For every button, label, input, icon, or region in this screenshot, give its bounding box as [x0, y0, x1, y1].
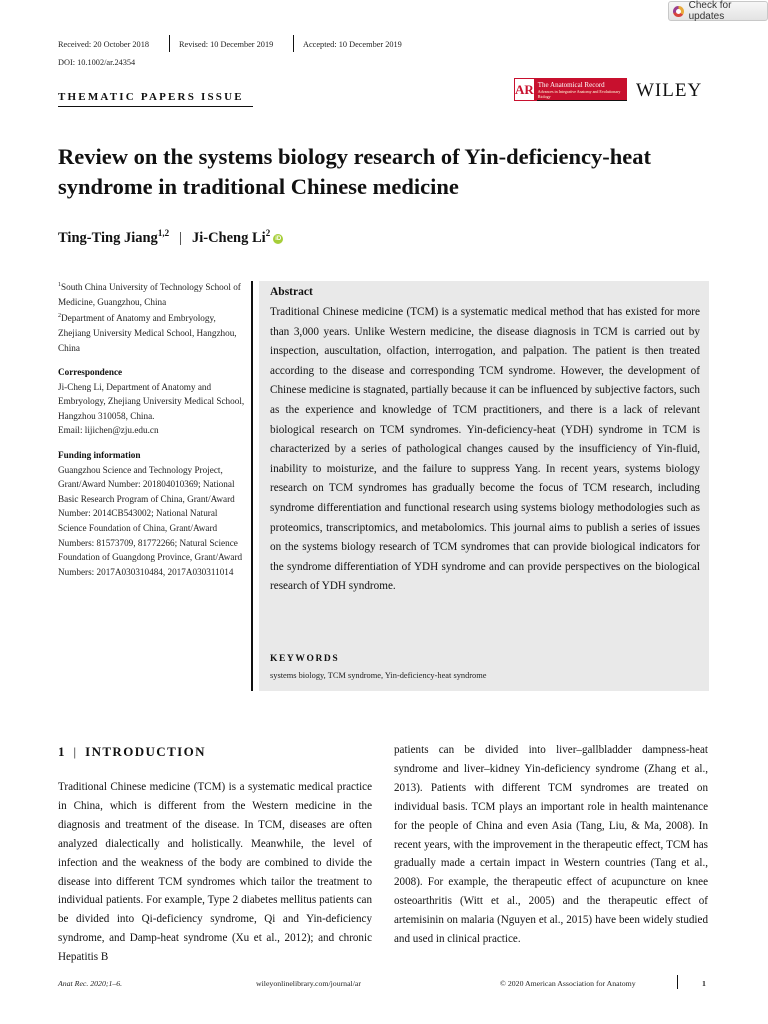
keywords-heading: KEYWORDS — [270, 654, 340, 664]
orcid-icon[interactable]: iD — [275, 235, 282, 242]
sidebar-info — [58, 278, 248, 579]
author-list — [58, 228, 283, 247]
ar-logo-subtitle: Advances in Integrative Anatomy and Evolutionary Biology — [537, 88, 621, 99]
ar-logo-mark: AR — [514, 78, 535, 101]
crossmark-icon — [673, 6, 684, 17]
abstract-heading: Abstract — [270, 286, 313, 298]
author-affiliation-sup: 1,2 — [157, 228, 170, 238]
footer-copyright: © 2020 American Association for Anatomy — [500, 979, 636, 988]
check-for-updates-label: Check for updates — [688, 0, 732, 22]
funding-heading: Funding information — [58, 450, 141, 461]
correspondence-text: Ji-Cheng Li, Department of Anatomy and Embryology, Zhejiang University Medical School, Hangzhou 310058, China. — [58, 381, 245, 421]
footer-divider — [677, 975, 678, 989]
footer-journal: Anat Rec. 2020;1–6. — [58, 979, 123, 988]
keywords-text: systems biology, TCM syndrome, Yin-deficiency-heat syndrome — [270, 671, 487, 680]
page-number: 1 — [702, 979, 706, 988]
revised-date: Revised: 10 December 2019 — [179, 40, 274, 49]
affiliation-sup: 1 — [58, 282, 61, 288]
author-name[interactable]: Ji-Cheng Li — [191, 229, 266, 246]
body-column-left: Traditional Chinese medicine (TCM) is a systematic medical practice in China, which is different from the Western medicine in the diagnosis and treatment of the disease. In TCM, diseases are often analyzed dialectically and holistically. Meanwhile, the level of infection and the weakness of the body are combined to divide the disease into different TCM syndromes which tailor the treatment to individual patients. For example, Type 2 diabetes mellitus patients can be divided into Qi-deficiency syndrome, Qi and Yin-deficiency syndrome, and Damp-heat syndrome (Xu et al., 2012); and chronic Hepatitis B — [58, 781, 372, 964]
abstract-divider — [251, 281, 253, 691]
funding-text: Guangzhou Science and Technology Project, Grant/Award Number: 201804010369; National Basic Research Program of China, Grant/Award Number: 2014CB543002; National Natural Science Foundation of China, Grant/Award Numbers: 81573709, 81772266; Natural Science Foundation of Guangdong Province, Grant/Award Numbers: 2017A030310484, 2017A030311014 — [58, 464, 243, 577]
affiliation — [58, 309, 248, 355]
section-title: INTRODUCTION — [85, 744, 206, 759]
author-separator: | — [179, 229, 182, 246]
affiliation — [58, 278, 248, 309]
body-column-right: patients can be divided into liver–gallbladder dampness-heat syndrome and liver–kidney Yin-deficiency syndrome (Zhang et al., 2013). Patients with different TCM syndromes are treated on individual basis. TCM plays an important role in health maintenance for the people of China and even Asia (Tang, Liu, & Ma, 2008). In recent years, with the improvement in the therapeutic effect, TCM has gradually made a certain impact in Western countries (Tang et al., 2008). For example, the therapeutic effect of acupuncture on knee osteoarthritis (Witt et al., 2005) and the therapeutic effect of artemisinin on malaria (Nguyen et al., 2015) have been widely studied and used in clinical practice. — [394, 744, 708, 946]
affiliation-sup: 2 — [58, 313, 61, 320]
accepted-date: Accepted: 10 December 2019 — [303, 40, 402, 49]
wiley-logo: WILEY — [636, 80, 703, 101]
author-affiliation-sup: 2 — [265, 228, 271, 238]
abstract-text: Traditional Chinese medicine (TCM) is a systematic medical method that has existed for more than 3,000 years. Unlike Western medicine, the disease diagnosis in TCM is carried out by inspection, auscultation, olfaction, interrogation, and palpation. The patient is then treated according to the disease and corresponding TCM syndrome. However, the development of Chinese medicine is stagnated, partially because it can be influenced by subjective factors, such as the experience and knowledge of TCM practitioners, and there is a lack of relevant biological research on TCM syndromes. Yin-deficiency-heat (YDH) syndrome in TCM is characterized by a series of pathological changes caused by the insufficiency of Yin-fluid, inability to moisturize, and the failure to suppress Yang. In recent years, systems biology research on TCM syndromes has gradually become the focus of TCM research, including syndrome differentiation and functional research using systems biology methodologies such as proteomics, transcriptomics, and metabolomics. This journal aims to publish a series of issues on the systems biology research of TCM syndromes that can provide biological indicators for the syndrome differentiation of YDH syndrome and can provide perspectives on the biological research of YDH syndrome. — [270, 306, 700, 593]
divider — [293, 35, 294, 52]
affiliation-text: Department of Anatomy and Embryology, Zhejiang University Medical School, Hangzhou, China — [58, 313, 237, 353]
logo-underline — [537, 100, 627, 101]
section-number: 1 — [58, 744, 65, 759]
footer-url[interactable]: wileyonlinelibrary.com/journal/ar — [256, 979, 361, 988]
doi[interactable]: DOI: 10.1002/ar.24354 — [58, 58, 136, 67]
ar-logo-title-text: The Anatomical Record — [537, 80, 605, 89]
section-heading — [58, 744, 206, 760]
issue-underline — [58, 106, 253, 107]
correspondence-heading: Correspondence — [58, 367, 123, 378]
issue-label: THEMATIC PAPERS ISSUE — [58, 91, 244, 103]
ar-logo-title — [535, 81, 627, 99]
correspondence-email[interactable]: Email: lijichen@zju.edu.cn — [58, 425, 159, 436]
section-separator: | — [73, 744, 77, 759]
author-name[interactable]: Ting-Ting Jiang — [58, 229, 158, 246]
affiliation-text: South China University of Technology School of Medicine, Guangzhou, China — [58, 282, 241, 307]
received-date: Received: 20 October 2018 — [58, 40, 150, 49]
check-for-updates-button[interactable] — [668, 1, 768, 21]
divider — [169, 35, 170, 52]
anatomical-record-logo — [514, 78, 627, 101]
article-title: Review on the systems biology research of Yin-deficiency-heat syndrome in traditional Chinese medicine — [58, 144, 652, 199]
